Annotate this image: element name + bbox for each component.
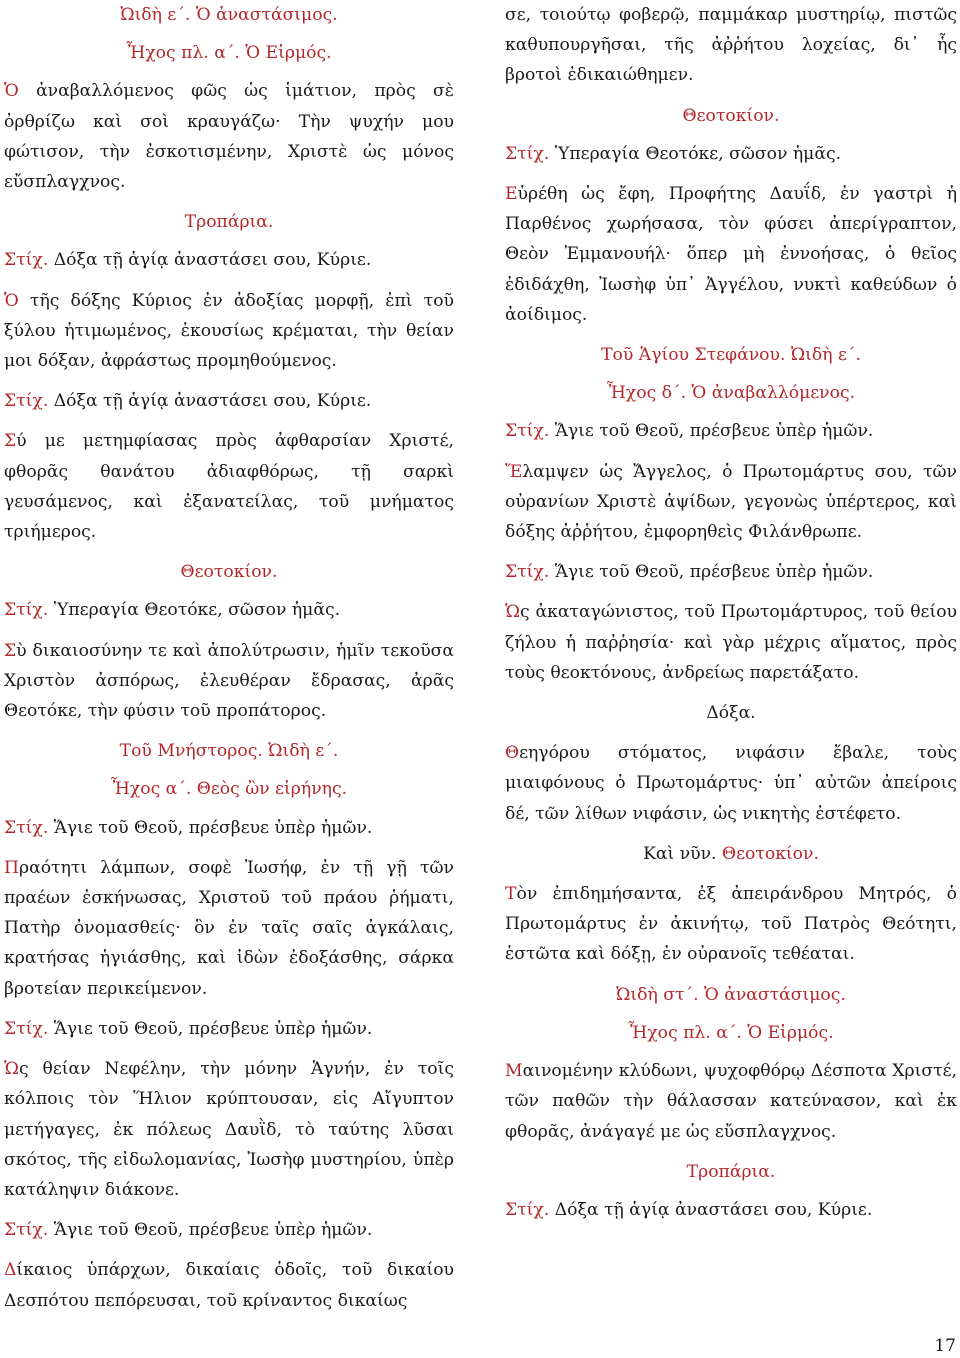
section-heading: Ἦχος πλ. α΄. Ὁ Εἱρμός.	[126, 43, 332, 64]
verse-line	[4, 595, 454, 625]
troparion-paragraph	[4, 1054, 454, 1205]
heading-red-part: Θεοτοκίον.	[716, 843, 819, 864]
paragraph-text: ς ἀκαταγώνιστος, τοῦ Πρωτομάρτυρος, τοῦ θείου ζήλου ἡ παῤῥησία· καὶ γὰρ μέχρις αἵματος, πρὸς τοὺς θεοκτόνους, ἀνδρείως παρετάξατο.	[505, 602, 957, 683]
verse-marker: Στίχ.	[4, 817, 49, 838]
initial-letter: Σ	[4, 431, 17, 452]
section-heading: Τοῦ Ἁγίου Στεφάνου. Ὠιδὴ ε΄.	[601, 345, 861, 366]
troparion-paragraph	[4, 1255, 454, 1315]
verse-marker: Στίχ.	[505, 1199, 550, 1220]
verse-line	[4, 245, 454, 275]
section-heading	[505, 839, 957, 869]
section-heading: Ὠιδὴ στ΄. Ὁ ἀναστάσιμος.	[616, 984, 846, 1005]
troparion-paragraph	[505, 179, 957, 330]
verse-marker: Στίχ.	[4, 1220, 49, 1241]
section-heading: Θεοτοκίον.	[180, 562, 278, 583]
section-heading: Θεοτοκίον.	[682, 105, 780, 126]
paragraph-text: ὸν ἐπιδημήσαντα, ἐξ ἀπειράνδρου Μητρός, ὁ Πρωτομάρτυς ἐν ἀκινήτῳ, τοῦ Πατρὸς Θεότητι, ἑστῶτα καὶ δόξῃ, ἐν οὐρανοῖς τεθέαται.	[505, 884, 957, 965]
troparion-paragraph	[505, 738, 957, 829]
paragraph-text: ύ με μετημφίασας πρὸς ἀφθαρσίαν Χριστέ, φθορᾶς θανάτου ἀδιαφθόρως, τῇ σαρκὶ γευσάμενος, καὶ ἐξανατείλας, τοῦ μνήματος τριήμερος.	[4, 431, 454, 543]
initial-letter: Ἔ	[505, 461, 523, 482]
section-heading: Τροπάρια.	[686, 1161, 776, 1182]
verse-text: Ὑπεραγία Θεοτόκε, σῶσον ἡμᾶς.	[48, 600, 341, 621]
verse-line	[505, 557, 957, 587]
verse-text: Δόξα τῇ ἁγίᾳ ἀναστάσει σου, Κύριε.	[549, 1199, 873, 1220]
verse-line	[4, 386, 454, 416]
section-heading: Τοῦ Μνήστορος. Ὠιδὴ ε΄.	[119, 741, 339, 762]
section-heading: Ἦχος α΄. Θεὸς ὢν εἰρήνης.	[110, 779, 348, 800]
initial-letter: Ὁ	[4, 290, 19, 311]
initial-letter: Δ	[4, 1260, 17, 1281]
paragraph-text: ίκαιος ὑπάρχων, δικαίαις ὁδοῖς, τοῦ δικαίου Δεσπότου πεπόρευσαι, τοῦ κρίναντος δικαίως	[4, 1260, 454, 1311]
initial-letter: Ὡ	[4, 1059, 19, 1080]
paragraph-text: ἀναβαλλόμενος φῶς ὡς ἱμάτιον, πρὸς σὲ ὀρθρίζω καὶ σοὶ κραυγάζω· Τὴν ψυχήν μου φώτισον, τὴν ἐσκοτισμένην, Χριστὲ ὡς μόνος εὔσπλαγχνος.	[4, 81, 454, 193]
initial-letter: Ὡ	[505, 602, 520, 623]
verse-marker: Στίχ.	[505, 562, 550, 583]
verse-text: Ἅγιε τοῦ Θεοῦ, πρέσβευε ὑπὲρ ἡμῶν.	[549, 421, 874, 442]
troparion-paragraph	[505, 597, 957, 688]
troparion-paragraph	[4, 636, 454, 727]
troparion-paragraph	[505, 879, 957, 970]
section-heading: Ἦχος πλ. α΄. Ὁ Εἱρμός.	[628, 1022, 834, 1043]
verse-text: Ἅγιε τοῦ Θεοῦ, πρέσβευε ὑπὲρ ἡμῶν.	[48, 817, 373, 838]
section-heading: Ἦχος δ΄. Ὁ ἀναβαλλόμενος.	[606, 383, 856, 404]
verse-marker: Στίχ.	[505, 143, 550, 164]
paragraph-text: ς θείαν Νεφέλην, τὴν μόνην Ἁγνήν, ἐν τοῖς κόλποις τὸν Ἥλιον κρύπτουσαν, εἰς Αἴγυπτον μετήγαγες, ἐκ πόλεως Δαυῒδ, τὸ ταύτης λῦσαι σκότος, τῆς εἰδωλομανίας, Ἰωσὴφ μυστηρίου, ὑπὲρ κατάληψιν διάκονε.	[4, 1059, 454, 1200]
paragraph-text: εηγόρου στόματος, νιφάσιν ἔβαλε, τοὺς μιαιφόνους ὁ Πρωτομάρτυς· ὑπ᾿ αὐτῶν ἀπείροις δέ, τῶν λίθων νιφάσιν, ὡς νικητὴς ἐστέφετο.	[505, 743, 957, 824]
verse-line	[4, 813, 454, 843]
left-column	[4, 0, 454, 1326]
verse-marker: Στίχ.	[4, 250, 49, 271]
heading-black-part: Καὶ νῦν.	[643, 843, 717, 864]
section-heading: Δόξα.	[706, 703, 756, 724]
initial-letter: Ε	[505, 184, 518, 205]
troparion-paragraph	[4, 286, 454, 377]
paragraph-text: αινομένην κλύδωνι, ψυχοφθόρῳ Δέσποτα Χριστέ, τῶν παθῶν τὴν θάλασσαν κατεύνασον, καὶ ἐκ φθορᾶς, ἀνάγαγέ με ὡς εὔσπλαγχνος.	[505, 1061, 957, 1142]
verse-line	[505, 416, 957, 446]
verse-line	[505, 1195, 957, 1225]
section-heading: Ὠιδὴ ε΄. Ὁ ἀναστάσιμος.	[120, 5, 338, 25]
paragraph-text: ὑρέθη ὡς ἔφη, Προφήτης Δαυΐδ, ἐν γαστρὶ ἡ Παρθένος χωρήσασα, τὸν φύσει ἀπερίγραπτον, Θεὸν Ἐμμανουήλ· ὅπερ μὴ ἐννοήσας, ὁ θεῖος ἐδιδάχθη, Ἰωσὴφ ὑπ᾿ Ἀγγέλου, νυκτὶ καθεύδων ὁ ἀοίδιμος.	[505, 184, 957, 325]
verse-text: Ἅγιε τοῦ Θεοῦ, πρέσβευε ὑπὲρ ἡμῶν.	[549, 562, 874, 583]
paragraph-text: λαμψεν ὡς Ἄγγελος, ὁ Πρωτομάρτυς σου, τῶν οὐρανίων Χριστὲ ἁψίδων, γεγονὼς ὑπέρτερος, καὶ δόξης ἀῤῥήτου, ἐμφορηθεὶς Φιλάνθρωπε.	[505, 461, 957, 543]
initial-letter: Τ	[505, 884, 517, 905]
verse-text: Δόξα τῇ ἁγίᾳ ἀναστάσει σου, Κύριε.	[48, 391, 372, 412]
initial-letter: Σ	[4, 640, 17, 661]
troparion-paragraph	[505, 1056, 957, 1147]
troparion-paragraph	[505, 457, 957, 548]
paragraph-text: ὺ δικαιοσύνην τε καὶ ἀπολύτρωσιν, ἡμῖν τεκοῦσα Χριστὸν ἀσπόρως, ἐλευθέραν ἔδρασας, ἀρᾶς Θεοτόκε, τὴν φύσιν τοῦ προπάτορος.	[4, 640, 454, 722]
page-number: 17	[934, 1336, 956, 1356]
initial-letter: Θ	[505, 743, 520, 764]
verse-marker: Στίχ.	[4, 391, 49, 412]
verse-marker: Στίχ.	[4, 600, 49, 621]
initial-letter: Π	[4, 857, 19, 878]
verse-line	[4, 1215, 454, 1245]
paragraph: σε, τοιούτῳ φοβερῷ, παμμάκαρ μυστηρίῳ, πιστῶς καθυπουργῆσαι, τῆς ἀῤῥήτου λοχείας, δι᾿ ἧς βροτοὶ ἐδικαιώθημεν.	[505, 5, 957, 86]
initial-letter: Μ	[505, 1061, 523, 1082]
paragraph-text: τῆς δόξης Κύριος ἐν ἀδοξίας μορφῇ, ἐπὶ τοῦ ξύλου ἠτιμωμένος, ἑκουσίως κρέμαται, τὴν θείαν μοι δόξαν, ἀφράστως προμηθούμενος.	[4, 290, 454, 372]
troparion-paragraph	[4, 76, 454, 197]
verse-text: Δόξα τῇ ἁγίᾳ ἀναστάσει σου, Κύριε.	[48, 250, 372, 271]
verse-marker: Στίχ.	[4, 1018, 49, 1039]
verse-line	[4, 1014, 454, 1044]
verse-marker: Στίχ.	[505, 421, 550, 442]
initial-letter: Ὁ	[4, 81, 19, 102]
verse-line	[505, 139, 957, 169]
paragraph-text: ραότητι λάμπων, σοφὲ Ἰωσήφ, ἐν τῇ γῇ τῶν πραέων ἐσκήνωσας, Χριστοῦ τοῦ πράου ῥήματι, Πατὴρ ὀνομασθείς· ὃν ἐν ταῖς σαῖς ἀγκάλαις, κρατήσας ἡγιάσθης, καὶ ἰδὼν ἐδοξάσθης, σάρκα βροτείαν περικείμενον.	[4, 857, 454, 999]
verse-text: Ἅγιε τοῦ Θεοῦ, πρέσβευε ὑπὲρ ἡμῶν.	[48, 1018, 373, 1039]
troparion-paragraph	[4, 426, 454, 547]
verse-text: Ἅγιε τοῦ Θεοῦ, πρέσβευε ὑπὲρ ἡμῶν.	[48, 1220, 373, 1241]
section-heading: Τροπάρια.	[184, 212, 274, 233]
verse-text: Ὑπεραγία Θεοτόκε, σῶσον ἡμᾶς.	[549, 143, 842, 164]
right-column	[505, 0, 957, 1235]
troparion-paragraph	[4, 853, 454, 1004]
